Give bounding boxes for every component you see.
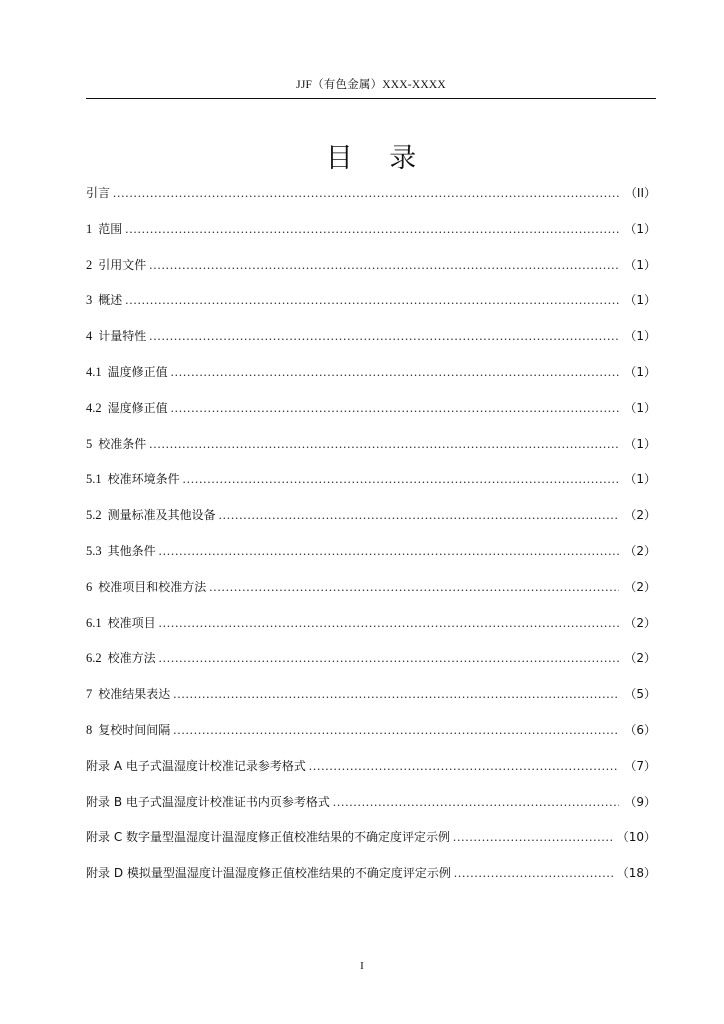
toc-leader-dots [125,219,619,239]
toc-entry [86,577,656,613]
toc-entry-page: （2） [624,615,656,630]
toc-entry-number: 5.2 [86,508,102,523]
toc-entry-label: 计量特性 [98,329,147,344]
toc-entry [86,398,656,434]
toc-entry-page: （6） [624,722,656,737]
toc-entry-page: （2） [624,651,656,666]
toc-entry [86,183,656,219]
toc-entry-page: （1） [624,436,656,451]
toc-leader-dots [333,792,619,812]
toc-entry-page: （2） [624,508,656,523]
toc-entry-label: 附录 B 电子式温湿度计校准证书内页参考格式 [86,794,330,809]
toc-entry [86,541,656,577]
toc-entry-label: 概述 [98,293,123,308]
toc-entry-number: 6.1 [86,615,102,630]
toc-entry-number: 4 [86,329,93,344]
toc-entry [86,792,656,828]
toc-entry [86,756,656,792]
toc-entry-label: 附录 C 数字量型温湿度计温湿度修正值校准结果的不确定度评定示例 [86,830,451,845]
toc-entry-page: （1） [624,400,656,415]
toc-entry-label: 引用文件 [98,257,147,272]
toc-entry [86,362,656,398]
toc-entry [86,720,656,756]
toc-entry-number: 1 [86,221,93,236]
toc-entry [86,326,656,362]
toc-entry-label: 校准方法 [107,651,156,666]
toc-entry-page: （2） [624,579,656,594]
toc-title: 目 录 [325,143,431,174]
toc-entry-label: 校准条件 [98,436,147,451]
document-header-code: JJF（有色金属）XXX-XXXX [296,79,446,91]
toc-leader-dots [453,827,614,847]
toc-entry-number: 4.2 [86,400,102,415]
toc-leader-dots [125,290,619,310]
toc-entry-label: 范围 [98,221,123,236]
toc-leader-dots [113,183,619,203]
toc-entry-number: 3 [86,293,93,308]
toc-entry-page: （10） [616,830,656,845]
toc-entry [86,290,656,326]
toc-entry-label: 校准项目 [107,615,156,630]
toc-entry-page: （5） [624,687,656,702]
toc-leader-dots [209,577,619,597]
toc-entry-page: （1） [624,257,656,272]
toc-leader-dots [183,469,619,489]
toc-entry [86,505,656,541]
toc-entry-label: 校准项目和校准方法 [98,579,207,594]
toc-entry-label: 温度修正值 [107,364,168,379]
toc-leader-dots [159,541,619,561]
toc-entry-page: （9） [624,794,656,809]
toc-leader-dots [159,648,619,668]
toc-entry-number: 6 [86,579,93,594]
toc-entry [86,219,656,255]
page-number: I [360,960,364,972]
toc-leader-dots [171,398,619,418]
toc-entry-page: （18） [616,866,656,881]
toc-entry-label: 附录 A 电子式温湿度计校准记录参考格式 [86,758,306,773]
toc-entry-label: 测量标准及其他设备 [107,508,216,523]
toc-entry [86,255,656,291]
toc-entry-number: 5 [86,436,93,451]
toc-entry-label: 复校时间间隔 [98,722,171,737]
toc-leader-dots [173,684,619,704]
toc-entry-label: 校准环境条件 [107,472,180,487]
toc-entry-page: （1） [624,293,656,308]
toc-leader-dots [219,505,619,525]
toc-entry [86,827,656,863]
toc-entry-label: 附录 D 模拟量型温湿度计温湿度修正值校准结果的不确定度评定示例 [86,866,451,881]
toc-entry-label: 引言 [86,186,111,200]
toc-entry-page: （II） [624,186,656,200]
toc-entry [86,648,656,684]
toc-entry-number: 8 [86,722,93,737]
toc-entry-label: 校准结果表达 [98,687,171,702]
toc-entry [86,863,656,899]
toc-entry-page: （1） [624,472,656,487]
toc-entry-page: （1） [624,329,656,344]
toc-entry-page: （2） [624,543,656,558]
toc-leader-dots [173,720,619,740]
table-of-contents [86,183,656,899]
toc-entry-number: 6.2 [86,651,102,666]
toc-entry-page: （1） [624,221,656,236]
toc-entry [86,469,656,505]
toc-entry-page: （7） [624,758,656,773]
toc-leader-dots [309,756,619,776]
toc-entry-number: 5.3 [86,543,102,558]
toc-entry-page: （1） [624,364,656,379]
toc-leader-dots [149,255,619,275]
toc-entry-number: 5.1 [86,472,102,487]
toc-entry-label: 其他条件 [107,543,156,558]
toc-entry-label: 湿度修正值 [107,400,168,415]
toc-entry [86,684,656,720]
toc-leader-dots [149,434,619,454]
toc-leader-dots [149,326,619,346]
header-divider [86,98,656,99]
toc-leader-dots [171,362,619,382]
toc-entry [86,434,656,470]
toc-leader-dots [159,613,619,633]
toc-entry-number: 4.1 [86,364,102,379]
toc-entry-number: 2 [86,257,93,272]
toc-leader-dots [454,863,614,883]
toc-entry-number: 7 [86,687,93,702]
toc-entry [86,613,656,649]
